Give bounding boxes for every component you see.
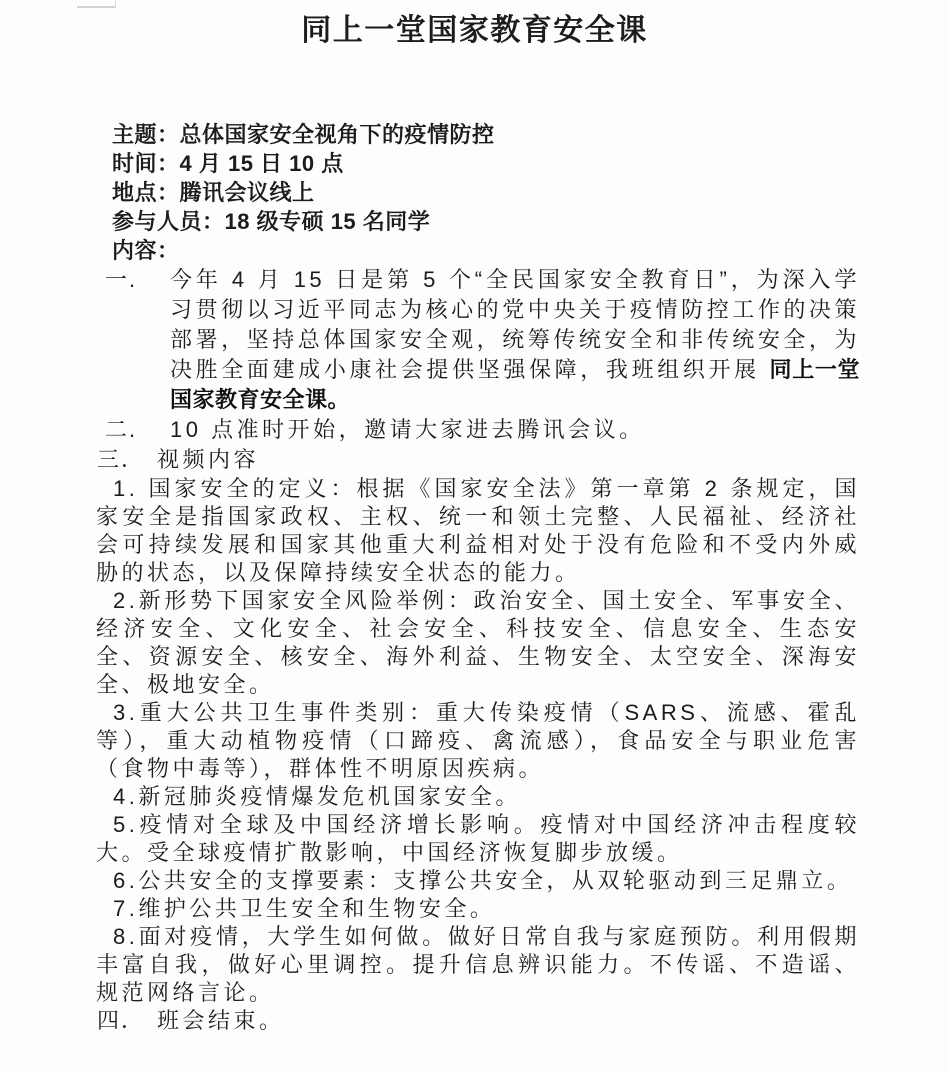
list-marker-4: 四． — [97, 1008, 146, 1033]
list-marker-3: 三． — [97, 447, 146, 472]
video-content-points — [96, 475, 860, 1007]
meta-line-time: 时间：4 月 15 日 10 点 — [112, 151, 344, 176]
list-item-4-text: 班会结束。 — [157, 1008, 285, 1033]
list-item-3-text: 视频内容 — [157, 447, 260, 472]
meta-line-location: 地点：腾讯会议线上 — [112, 180, 315, 205]
meta-line-topic: 主题：总体国家安全视角下的疫情防控 — [112, 122, 495, 147]
meta-line-participants: 参与人员：18 级专硕 15 名同学 — [112, 209, 431, 234]
point-5: 5.疫情对全球及中国经济增长影响。疫情对中国经济冲击程度较大。受全球疫情扩散影响，中国经济恢复脚步放缓。 — [96, 812, 860, 865]
point-1: 1. 国家安全的定义：根据《国家安全法》第一章第 2 条规定，国家安全是指国家政权、主权、统一和领土完整、人民福祉、经济社会可持续发展和国家其他重大利益相对处于没有危险和不受内外威胁的状态，以及保障持续安全状态的能力。 — [96, 476, 861, 585]
list-item-3 — [96, 445, 860, 475]
list-marker-2: 二. — [105, 417, 138, 442]
list-item-1 — [96, 265, 860, 415]
point-6: 6.公共安全的支撑要素：支撑公共安全，从双轮驱动到三足鼎立。 — [113, 868, 853, 893]
list-item-2-text: 10 点准时开始，邀请大家进去腾讯会议。 — [170, 417, 645, 442]
list-item-2 — [96, 415, 860, 445]
point-7: 7.维护公共卫生安全和生物安全。 — [113, 896, 496, 921]
point-3: 3.重大公共卫生事件类别：重大传染疫情（SARS、流感、霍乱等），重大动植物疫情（口蹄疫、禽流感），食品安全与职业危害（食物中毒等），群体性不明原因疾病。 — [96, 700, 860, 781]
meta-block — [96, 120, 860, 265]
list-marker-1: 一. — [105, 267, 138, 292]
point-8: 8.面对疫情，大学生如何做。做好日常自我与家庭预防。利用假期丰富自我，做好心里调控。提升信息辨识能力。不传谣、不造谣、规范网络言论。 — [96, 924, 860, 1005]
list-item-1-body: 今年 4 月 15 日是第 5 个“全民国家安全教育日”，为深入学习贯彻以习近平同志为核心的党中央关于疫情防控工作的决策部署，坚持总体国家安全观，统筹传统安全和非传统安全，为决胜全面建成小康社会提供坚强保障，我班组织开展 — [170, 267, 860, 382]
point-4: 4.新冠肺炎疫情爆发危机国家安全。 — [113, 784, 521, 809]
document-body — [96, 120, 860, 1035]
list-item-4 — [96, 1007, 860, 1035]
document-title: 同上一堂国家教育安全课 — [301, 14, 648, 47]
point-2: 2.新形势下国家安全风险举例：政治安全、国土安全、军事安全、经济安全、文化安全、社会安全、科技安全、信息安全、生态安全、资源安全、核安全、海外利益、生物安全、太空安全、深海安全、极地安全。 — [96, 588, 860, 697]
meta-line-content-label: 内容： — [112, 238, 180, 263]
list-item-1-bold: 同上一堂国家教育安全课。 — [170, 357, 860, 412]
list-item-1-text — [170, 265, 860, 415]
scan-artifact — [77, 0, 116, 8]
